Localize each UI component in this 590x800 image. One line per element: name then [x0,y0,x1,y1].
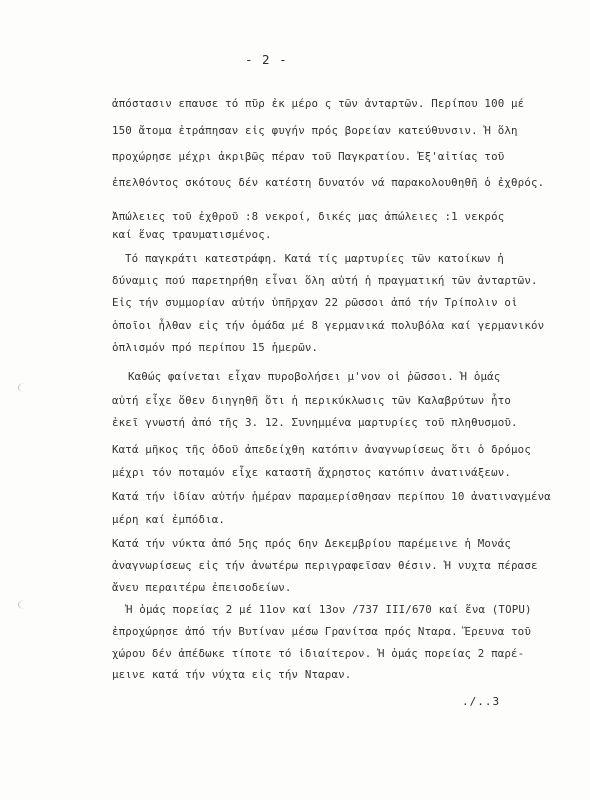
text-line: προχώρησε μέχρι ἀκριβῶς πέραν τοῦ Παγκρατίου. Ἐξ'αἰτίας τοῦ [112,150,505,163]
text-line: αὐτή εἶχε ὅθεν διηγηθῆ ὅτι ἡ περικύκλωσις τῶν Καλαβρύτων ἦτο [112,394,512,407]
text-line: μέρη καί ἐμπόδια. [112,513,226,526]
text-line: Τό παγκράτι κατεστράφη. Κατά τίς μαρτυρίες τῶν κατοίκων ἡ [125,252,505,265]
text-line: ἄνευ περαιτέρω ἐπεισοδείων. [112,581,292,594]
text-line: 150 ἄτομα ἐτράπησαν εἰς φυγήν πρός βορείαν κατεύθυνσιν. Ἡ ὅλη [112,124,518,137]
text-line: ἀπόστασιν επαυσε τό πῦρ ἐκ μέρο ς τῶν ἀνταρτῶν. Περίπου 100 μέ [112,97,525,110]
punch-hole-mark [18,383,31,392]
punch-hole-mark [18,600,31,609]
text-line: δύναμις πού παρετηρήθη εἶναι ὅλη αὐτή ἡ πραγματική τῶν ἀνταρτῶν. [112,274,538,287]
text-line: καί ἕνας τραυματισμένος. [112,228,272,241]
text-line: μέχρι τόν ποταμόν εἶχε καταστῆ ἄχρηστος κατόπιν ἀνατινάξεων. [112,466,512,479]
text-line: Ἡ ὁμάς πορείας 2 μέ 11ον καί 13ον /737 III/670 καί ἕνα (TOPU) [126,603,532,616]
text-line: Εἰς τήν συμμορίαν αὐτήν ὑπῆρχαν 22 ρῶσσοι ἀπό τήν Τρίπολιν οἱ [112,296,518,309]
text-line: Κατά μῆκος τῆς ὁδοῦ ἀπεδείχθη κατόπιν ἀναγνωρίσεως ὅτι ὁ δρόμος [112,443,531,456]
text-line: Κατά τήν ἰδίαν αὐτήν ἡμέραν παραμερίσθησαν περίπου 10 ἀνατιναγμένα [112,490,551,503]
page-number: - 2 - [245,52,288,67]
text-line: ἐπελθόντος σκότους δέν κατέστη δυνατόν νά παρακολουθηθῆ ὁ ἐχθρός. [112,176,545,189]
continuation-marker: ./..3 [462,695,501,708]
text-line: ἐπροχώρησε ἀπό τήν Βυτίναν μέσω Γρανίτσα πρός Νταρα. Ἔρευνα τοῦ [112,625,531,638]
text-line: μεινε κατά τήν νύχτα εἰς τήν Νταραν. [112,668,352,681]
text-line: ὁπλισμόν πρό περίπου 15 ἡμερῶν. [112,341,319,354]
text-line: χώρου δέν ἀπέδωκε τίποτε τό ἰδιαίτερον. Ἡ ὁμάς πορείας 2 παρέ- [112,647,525,660]
text-line: ἀναγνωρίσεως εἰς τήν ἀνωτέρω περιγραφεῖσαν θέσιν. Ἡ νυχτα πέρασε [112,559,538,572]
text-line: ἐκεῖ γνωστή ἀπό τῆς 3. 12. Συνημμένα μαρτυρίες τοῦ πληθυσμοῦ. [112,416,518,429]
text-line: ὁποῖοι ἦλθαν εἰς τήν ὁμάδα μέ 8 γερμανικά πολυβόλα καί γερμανικόν [112,319,545,332]
text-line: Καθώς φαίνεται εἶχαν πυροβολήσει μ'νον οἱ ῥῶσσοι. Ἡ ὁμάς [128,370,501,383]
text-line: Κατά τήν νύκτα ἀπό 5ης πρός 6ην Δεκεμβρίου παρέμεινε ἡ Μονάς [112,537,512,550]
text-line: Ἀπώλειες τοῦ ἐχθροῦ :8 νεκροί, δικές μας ἀπώλειες :1 νεκρός [112,210,505,223]
